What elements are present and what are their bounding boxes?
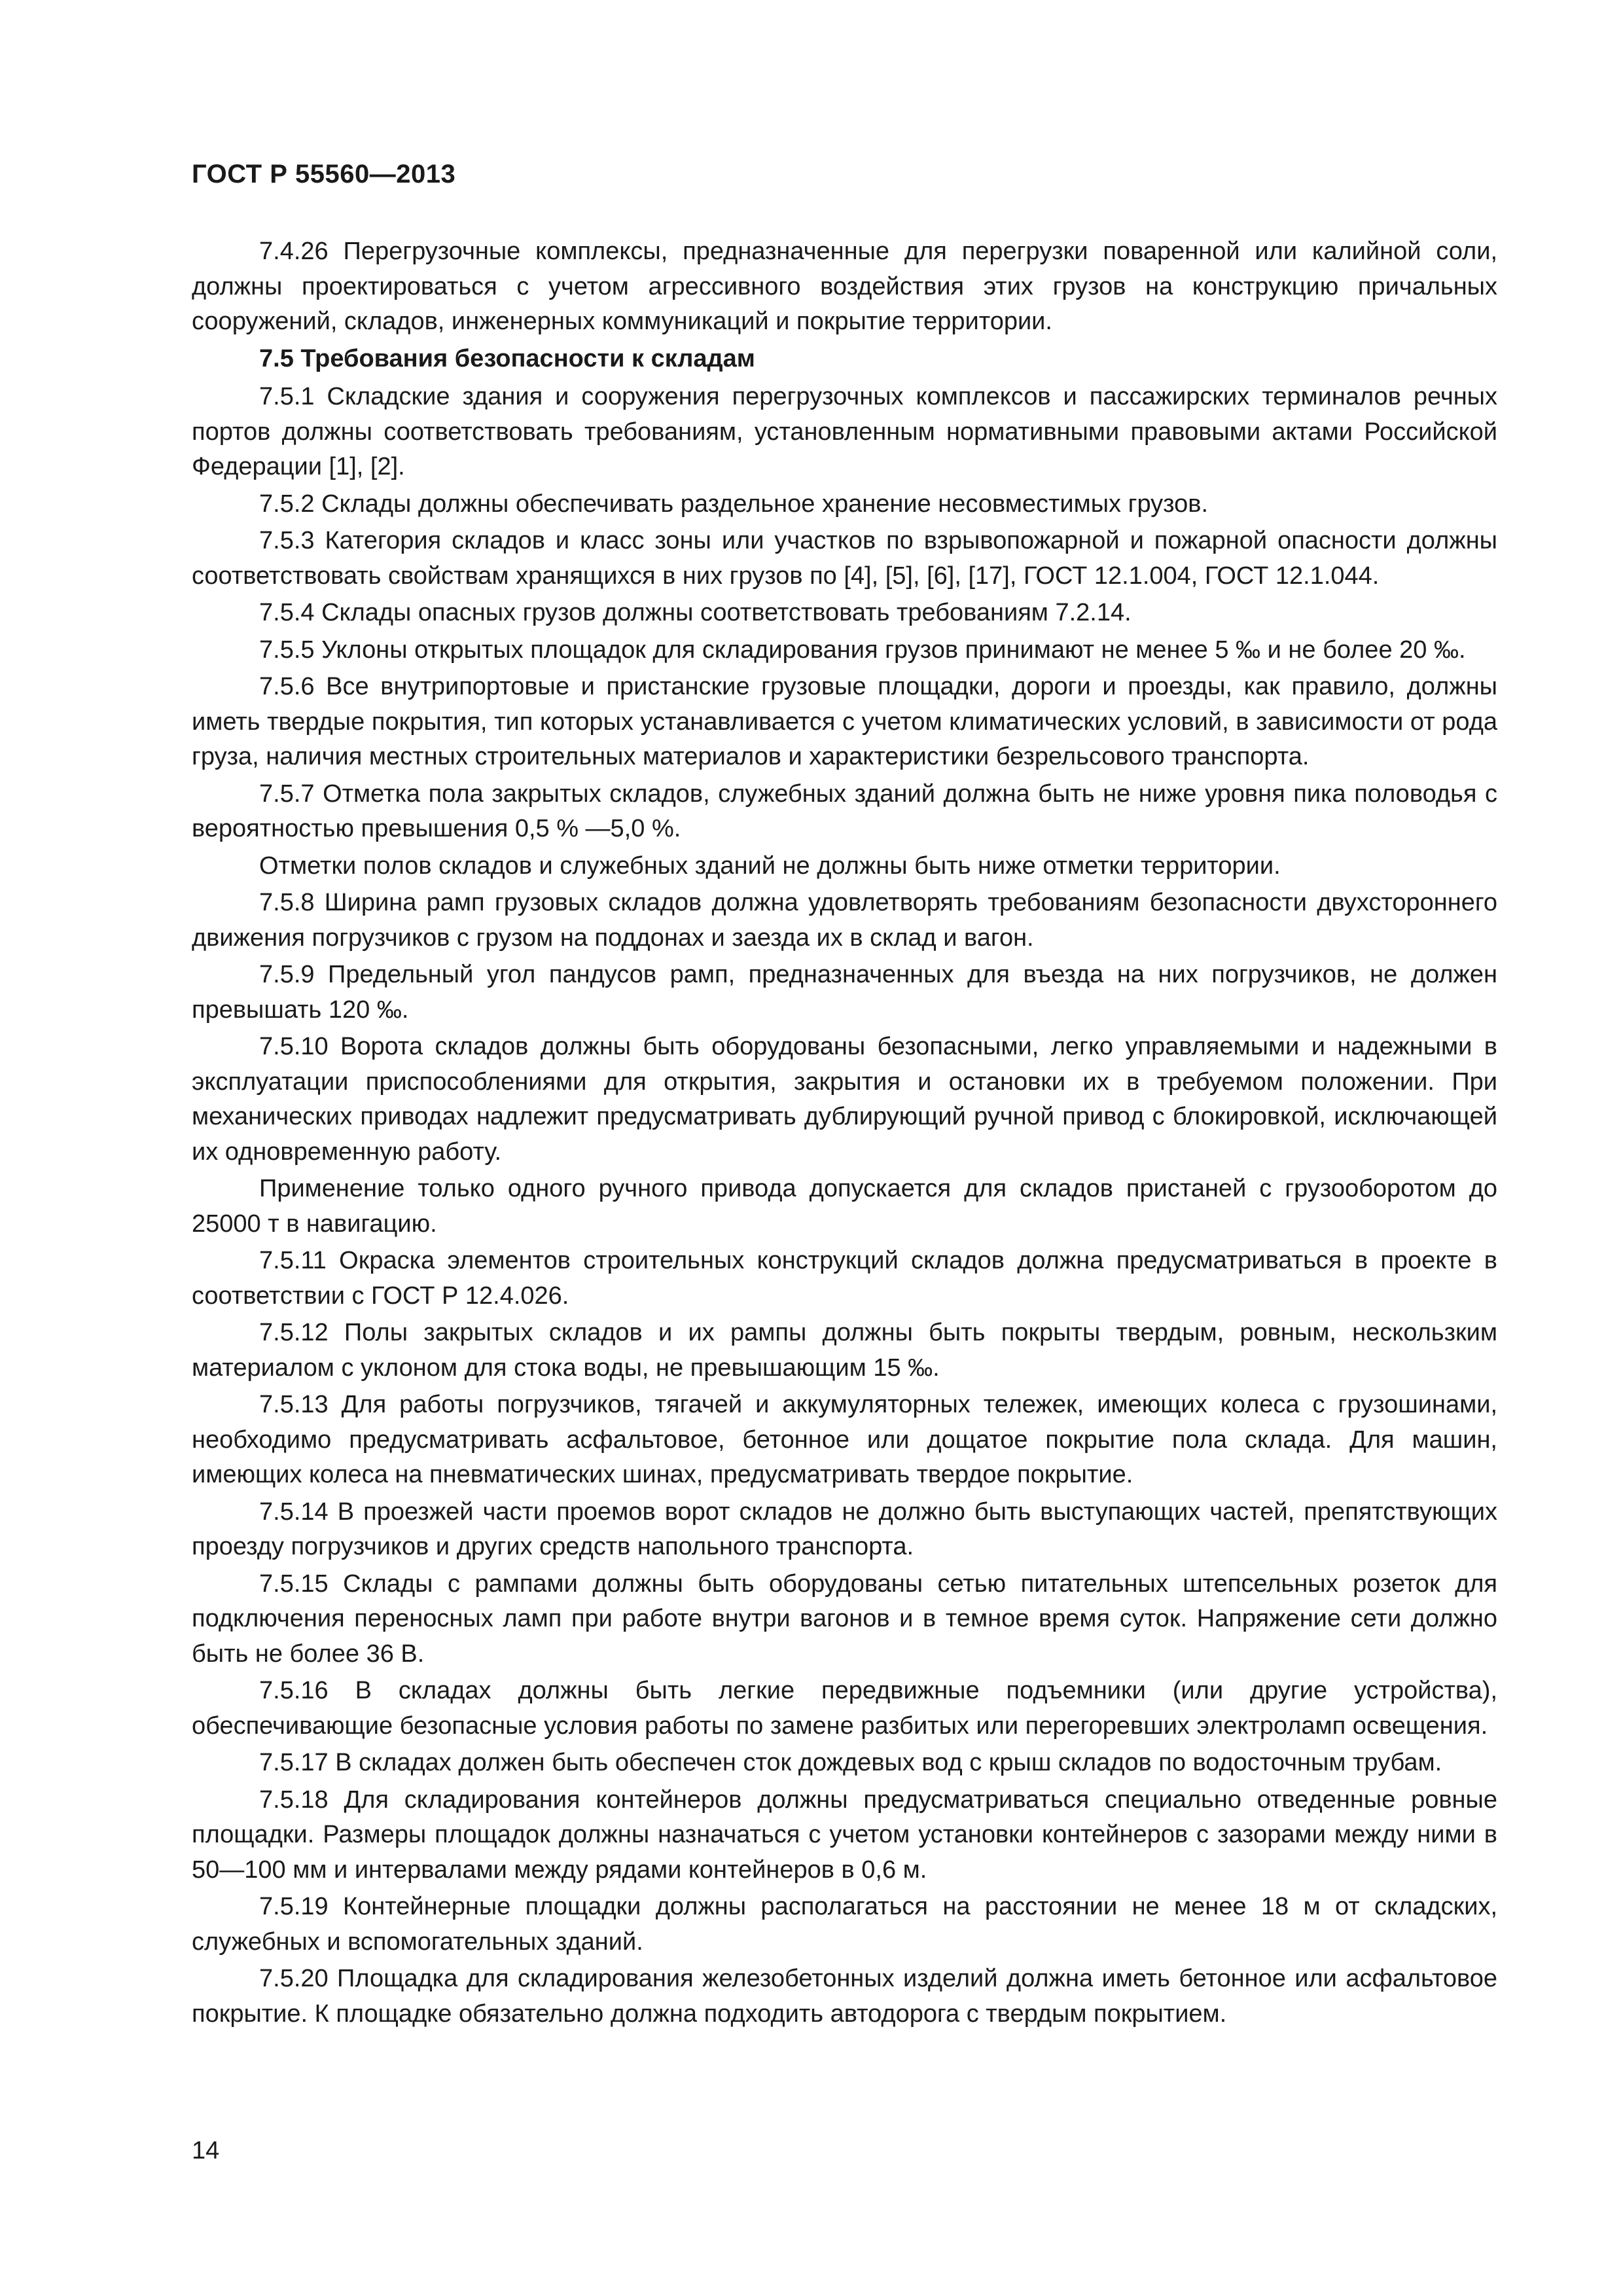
paragraph-7-5-17: 7.5.17 В складах должен быть обеспечен сток дождевых вод с крыш складов по водосточным трубам. (259, 1749, 1442, 1776)
page-body (192, 234, 1497, 2034)
paragraph-7-5-7-note: Отметки полов складов и служебных зданий не должны быть ниже отметки территории. (259, 852, 1281, 880)
paragraph-7-5-8: 7.5.8 Ширина рамп грузовых складов должна удовлетворять требованиям безопасности двухстороннего движения погрузчиков с грузом на поддонах и заезда их в склад и вагон. (192, 889, 1497, 952)
paragraph-7-5-11: 7.5.11 Окраска элементов строительных конструкций складов должна предусматриваться в проекте в соответствии с ГОСТ Р 12.4.026. (192, 1247, 1497, 1310)
paragraph-7-5-20: 7.5.20 Площадка для складирования железобетонных изделий должна иметь бетонное или асфальтовое покрытие. К площадке обязательно должна подходить автодорога с твердым покрытием. (192, 1965, 1497, 2028)
paragraph-7-5-12: 7.5.12 Полы закрытых складов и их рампы должны быть покрыты твердым, ровным, нескользким материалом с уклоном для стока воды, не превышающим 15 ‰. (192, 1319, 1497, 1382)
paragraph-7-5-5: 7.5.5 Уклоны открытых площадок для складирования грузов принимают не менее 5 ‰ и не более 20 ‰. (259, 636, 1466, 664)
paragraph-7-5-10-note: Применение только одного ручного привода допускается для складов пристаней с грузооборотом до 25000 т в навигацию. (192, 1175, 1497, 1238)
paragraph-7-5-19: 7.5.19 Контейнерные площадки должны располагаться на расстоянии не менее 18 м от складских, служебных и вспомогательных зданий. (192, 1893, 1497, 1956)
document-header: ГОСТ Р 55560—2013 (192, 160, 456, 188)
paragraph-7-5-1: 7.5.1 Складские здания и сооружения перегрузочных комплексов и пассажирских терминалов речных портов должны соответствовать требованиям, установленным нормативными правовыми актами Российской Федерации [1], [2]. (192, 383, 1497, 480)
paragraph-7-5-18: 7.5.18 Для складирования контейнеров должны предусматриваться специально отведенные ровные площадки. Размеры площадок должны назначаться с учетом установки контейнеров с зазорами между ними в 50—100 мм и интервалами между рядами контейнеров в 0,6 м. (192, 1785, 1497, 1884)
paragraph-7-5-9: 7.5.9 Предельный угол пандусов рамп, предназначенных для въезда на них погрузчиков, не должен превышать 120 ‰. (192, 961, 1497, 1024)
paragraph-7-5-13: 7.5.13 Для работы погрузчиков, тягачей и аккумуляторных тележек, имеющих колеса с грузошинами, необходимо предусматривать асфальтовое, бетонное или дощатое покрытие пола склада. Для машин, имеющих колеса на пневматических шинах, предусматривать твердое покрытие. (192, 1391, 1497, 1488)
page-number: 14 (192, 2137, 220, 2164)
paragraph-7-5-14: 7.5.14 В проезжей части проемов ворот складов не должно быть выступающих частей, препятствующих проезду погрузчиков и других средств напольного транспорта. (192, 1498, 1497, 1560)
paragraph-7-5-7: 7.5.7 Отметка пола закрытых складов, служебных зданий должна быть не ниже уровня пика половодья с вероятностью превышения 0,5 % —5,0 %. (192, 780, 1497, 842)
paragraph-7-4-26: 7.4.26 Перегрузочные комплексы, предназначенные для перегрузки поваренной или калийной соли, должны проектироваться с учетом агрессивного воздействия этих грузов на конструкцию причальных сооружений, складов, инженерных коммуникаций и покрытие территории. (192, 238, 1497, 335)
paragraph-7-5-3: 7.5.3 Категория складов и класс зоны или участков по взрывопожарной и пожарной опасности должны соответствовать свойствам хранящихся в них грузов по [4], [5], [6], [17], ГОСТ 12.1.004, ГОСТ 12.1.044. (192, 527, 1497, 590)
paragraph-7-5-16: 7.5.16 В складах должны быть легкие передвижные подъемники (или другие устройства), обеспечивающие безопасные условия работы по замене разбитых или перегоревших электроламп освещения. (192, 1677, 1497, 1740)
paragraph-7-5-10: 7.5.10 Ворота складов должны быть оборудованы безопасными, легко управляемыми и надежными в эксплуатации приспособлениями для открытия, закрытия и остановки их в требуемом положении. При механических приводах надлежит предусматривать дублирующий ручной привод с блокировкой, исключающей их одновременную работу. (192, 1033, 1497, 1166)
section-heading-7-5: 7.5 Требования безопасности к складам (259, 344, 755, 372)
paragraph-7-5-2: 7.5.2 Склады должны обеспечивать раздельное хранение несовместимых грузов. (259, 490, 1209, 518)
paragraph-7-5-6: 7.5.6 Все внутрипортовые и пристанские грузовые площадки, дороги и проезды, как правило, должны иметь твердые покрытия, тип которых устанавливается с учетом климатических условий, в зависимости от рода груза, наличия местных строительных материалов и характеристики безрельсового транспорта. (192, 673, 1497, 770)
paragraph-7-5-4: 7.5.4 Склады опасных грузов должны соответствовать требованиям 7.2.14. (259, 599, 1132, 626)
paragraph-7-5-15: 7.5.15 Склады с рампами должны быть оборудованы сетью питательных штепсельных розеток для подключения переносных ламп при работе внутри вагонов и в темное время суток. Напряжение сети должно быть не более 36 В. (192, 1570, 1497, 1668)
